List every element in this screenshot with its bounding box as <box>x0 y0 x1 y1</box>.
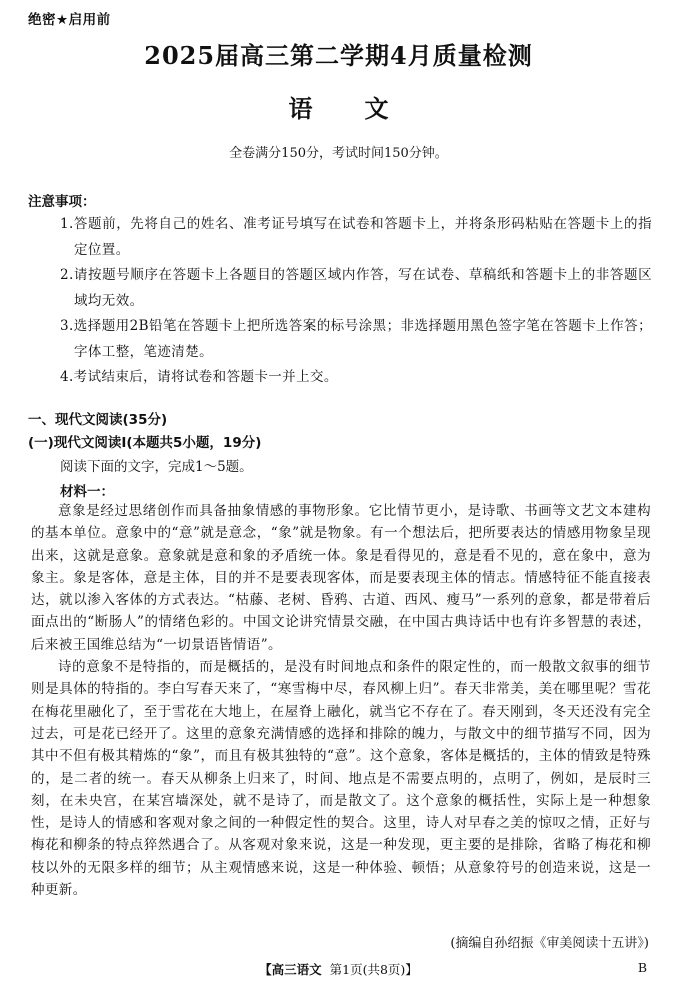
source-citation: (摘编自孙绍振《审美阅读十五讲》) <box>450 936 649 951</box>
material-label: 材料一： <box>60 484 114 500</box>
reading-passage <box>31 500 651 901</box>
part-title: 一、现代文阅读(35分) <box>28 412 168 428</box>
notice-item: 2.请按题号顺序在答题卡上各题目的答题区域内作答，写在试卷、草稿纸和答题卡上的非答题区域均无效。 <box>60 267 652 309</box>
confidential-label: 绝密★启用前 <box>28 12 111 28</box>
notice-heading: 注意事项： <box>28 194 96 210</box>
full-score-note: 全卷满分150分，考试时间150分钟。 <box>229 146 448 161</box>
subject-char-1: 语 <box>288 95 313 123</box>
passage-paragraph: 意象是经过思绪创作而具备抽象情感的事物形象。它比情节更小，是诗歌、书画等文艺文本建构的基本单位。意象中的“意”就是意念，“象”就是物象。有一个想法后，把所要表达的情感用物象呈现出来，这就是意象。意象就是意和象的矛盾统一体。象是看得见的，意是看不见的，意在象中，意为象主。象是客体，意是主体，目的并不是要表现客体，而是要表现主体的情志。情感特征不能直接表达，就以渗入客体的方式表达。“枯藤、老树、昏鸦、古道、西风、瘦马”一系列的意象，都是带着后面点出的“断肠人”的情绪色彩的。中国文论讲究情景交融，在中国古典诗话中也有许多智慧的表述，后来被王国维总结为“一切景语皆情语”。 <box>31 503 651 653</box>
notice-item: 3.选择题用2B铅笔在答题卡上把所选答案的标号涂黑；非选择题用黑色签字笔在答题卡上作答；字体工整，笔迹清楚。 <box>60 318 652 360</box>
notice-list <box>60 212 652 391</box>
notice-item: 4.考试结束后，请将试卷和答题卡一并上交。 <box>60 369 338 385</box>
subject-title <box>0 89 677 124</box>
subpart-title: (一)现代文阅读Ⅰ(本题共5小题，19分) <box>28 435 262 451</box>
notice-item: 1.答题前，先将自己的姓名、准考证号填写在试卷和答题卡上，并将条形码粘贴在答题卡上的指定位置。 <box>60 216 652 258</box>
exam-title: 2025届高三第二学期4月质量检测 <box>144 41 533 70</box>
passage-paragraph: 诗的意象不是特指的，而是概括的，是没有时间地点和条件的限定性的，而一般散文叙事的细节则是具体的特指的。李白写春天来了，“寒雪梅中尽，春风柳上归”。春天非常美，美在哪里呢？雪花在梅花里融化了，至于雪花在大地上，在屋脊上融化，就当它不存在了。春天刚到，冬天还没有完全过去，可是花已经开了。这里的意象充满情感的选择和排除的魄力，与散文中的细节描写不同，因为其中不但有极其精炼的“象”，而且有极其独特的“意”。这个意象，客体是概括的，主体的情致是特殊的，是二者的统一。春天从柳条上归来了，时间、地点是不需要点明的，点明了，例如，是辰时三刻，在未央宫，在某宫墙深处，就不是诗了，而是散文了。这个意象的概括性，实际上是一种想象性，是诗人的情感和客观对象之间的一种假定性的契合。这里，诗人对早春之美的惊叹之情，正好与梅花和柳条的特点猝然遇合了。从客观对象来说，这是一种发现，更主要的是排除，省略了梅花和柳枝以外的无限多样的细节；从主观情感来说，这是一种体验、顿悟；从意象符号的创造来说，这是一种更新。 <box>31 659 651 899</box>
footer-label: 【高三语文 <box>259 962 322 977</box>
page-footer <box>0 960 677 978</box>
footer-page-info: 第1页(共8页)】 <box>329 962 418 977</box>
subject-char-2: 文 <box>364 95 389 123</box>
reading-instruction: 阅读下面的文字，完成1～5题。 <box>60 459 253 475</box>
paper-version: B <box>637 960 647 975</box>
